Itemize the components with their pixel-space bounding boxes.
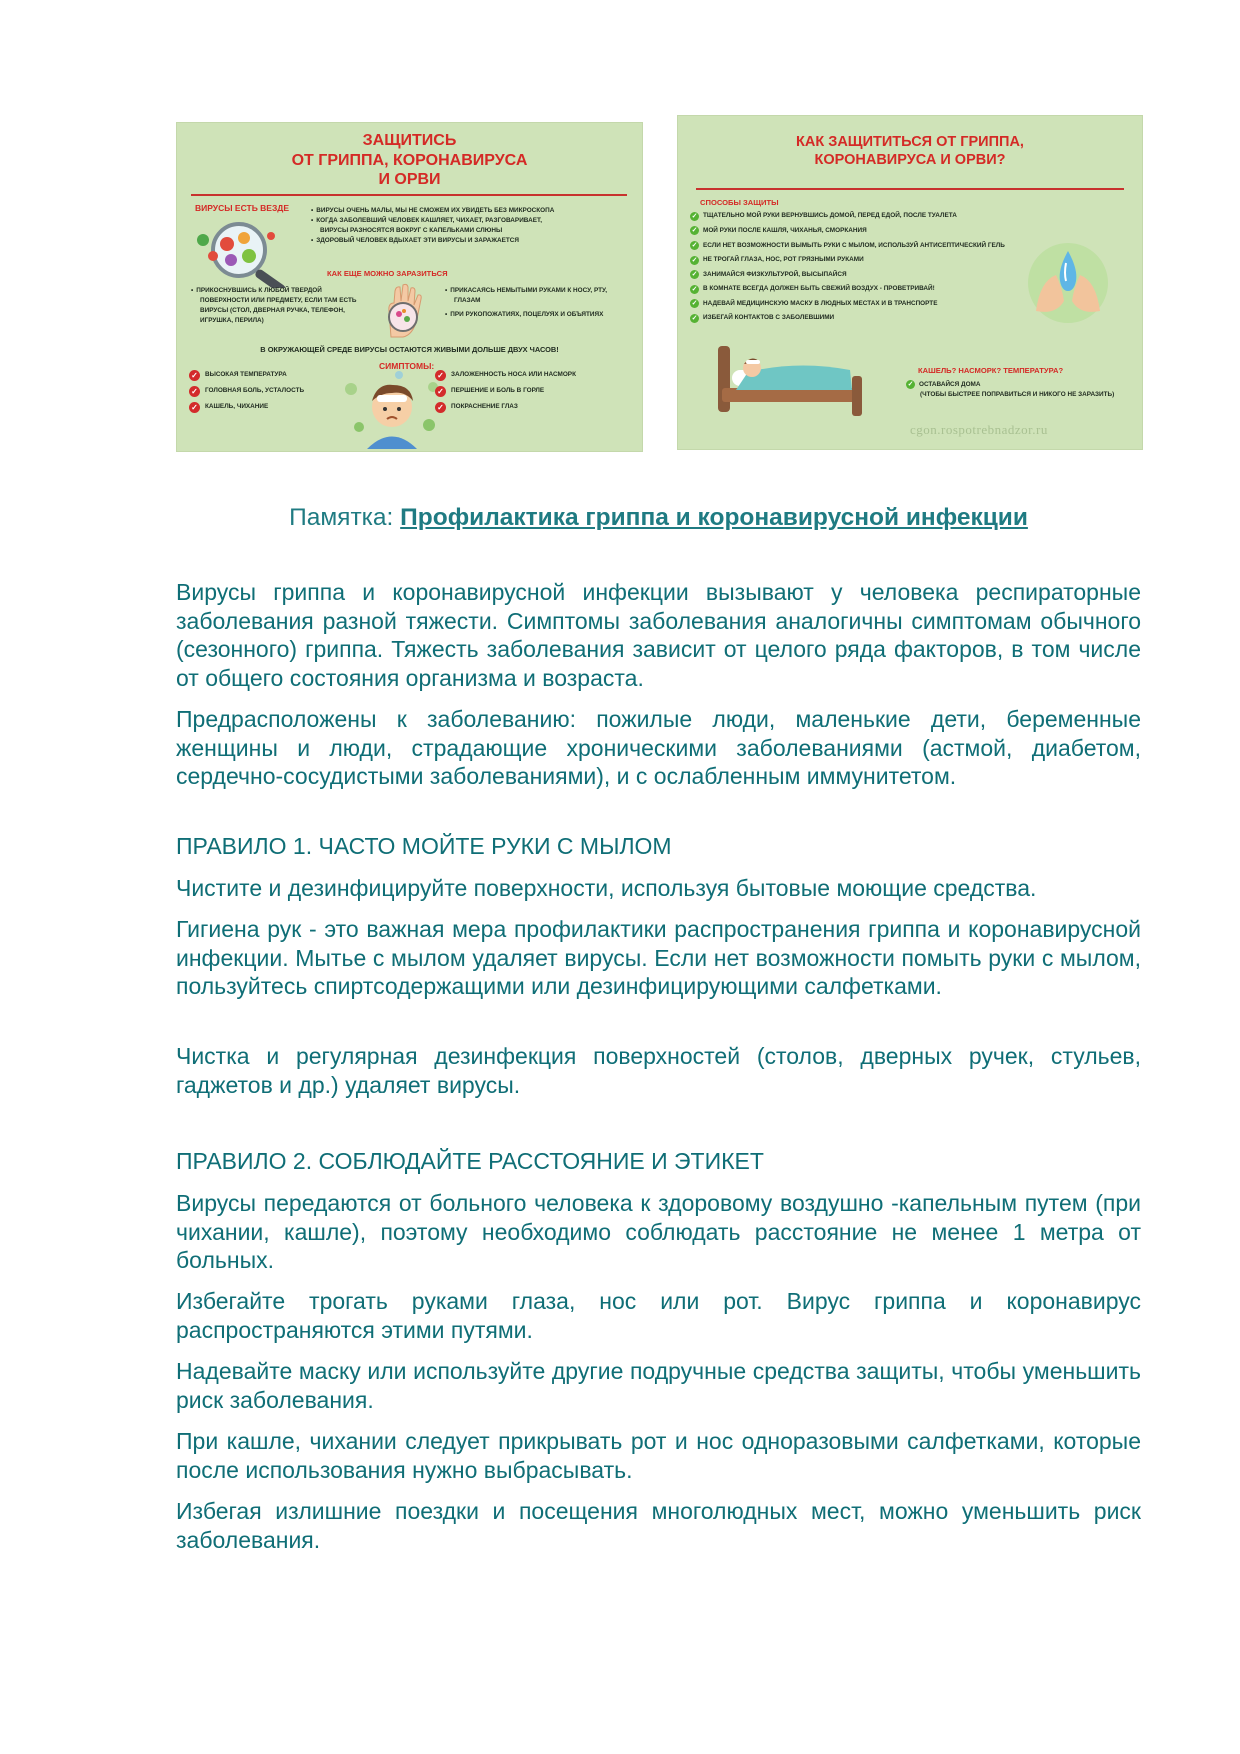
- virus-fact: • ВИРУСЫ ОЧЕНЬ МАЛЫ, МЫ НЕ СМОЖЕМ ИХ УВИДЕТЬ БЕЗ МИКРОСКОПА: [311, 206, 554, 216]
- virus-fact: • ЗДОРОВЫЙ ЧЕЛОВЕК ВДЫХАЕТ ЭТИ ВИРУСЫ И ЗАРАЖАЕТСЯ: [311, 236, 554, 246]
- check-icon: ✓: [189, 370, 200, 381]
- sick-child-illustration: [337, 369, 447, 449]
- hand-germs-illustration: [373, 281, 433, 341]
- symptom-label: ПОКРАСНЕНИЕ ГЛАЗ: [451, 403, 518, 411]
- poster-protect-yourself: [176, 122, 643, 452]
- rule1-paragraph: Гигиена рук - это важная мера профилактики распространения гриппа и коронавирусной инфекции. Мытье с мылом удаляет вирусы. Если нет возможности помыть руки с мылом, пользуйтесь спиртсодержащими или дезинфицирующими салфетками.: [176, 916, 1141, 1000]
- sick-in-bed-illustration: [718, 342, 868, 420]
- infection-left-list: [191, 286, 356, 326]
- hands-sanitizer-illustration: [1026, 241, 1110, 325]
- method-item: [690, 282, 1005, 297]
- method-label: ИЗБЕГАЙ КОНТАКТОВ С ЗАБОЛЕВШИМИ: [703, 314, 835, 322]
- symptom-item: [189, 367, 304, 383]
- symptom-item: [435, 399, 576, 415]
- infection-way: ГЛАЗАМ: [454, 296, 481, 304]
- check-icon: ✓: [691, 241, 698, 249]
- method-item: [690, 267, 1005, 282]
- source-watermark: cgon.rospotrebnadzor.ru: [910, 422, 1048, 437]
- infection-way: ПОВЕРХНОСТИ ИЛИ ПРЕДМЕТУ, ЕСЛИ ТАМ ЕСТЬ: [200, 296, 357, 304]
- advice-line: [906, 380, 1114, 390]
- infection-way: • ПРИ РУКОПОЖАТИЯХ, ПОЦЕЛУЯХ И ОБЪЯТИЯХ: [445, 310, 607, 320]
- check-icon: ✓: [435, 402, 446, 413]
- check-icon: ✓: [435, 386, 446, 397]
- section-infection-title: КАК ЕЩЕ МОЖНО ЗАРАЗИТЬСЯ: [327, 269, 448, 278]
- page-title-prefix: Памятка:: [289, 504, 401, 531]
- section-viruses-title: ВИРУСЫ ЕСТЬ ВЕЗДЕ: [195, 203, 290, 213]
- advice-stay-home: ОСТАВАЙСЯ ДОМА: [919, 381, 981, 389]
- method-label: ЕСЛИ НЕТ ВОЗМОЖНОСТИ ВЫМЫТЬ РУКИ С МЫЛОМ, ИСПОЛЬЗУЙ АНТИСЕПТИЧЕСКИЙ ГЕЛЬ: [703, 241, 1005, 249]
- symptom-item: [435, 367, 576, 383]
- method-item: [690, 209, 1005, 224]
- symptom-label: ВЫСОКАЯ ТЕМПЕРАТУРА: [205, 371, 287, 379]
- method-item: [690, 224, 1005, 239]
- method-item: [690, 238, 1005, 253]
- check-icon: ✓: [691, 256, 698, 264]
- symptom-label: КАШЕЛЬ, ЧИХАНИЕ: [205, 403, 269, 411]
- method-label: НАДЕВАЙ МЕДИЦИНСКУЮ МАСКУ В ЛЮДНЫХ МЕСТАХ И В ТРАНСПОРТЕ: [703, 299, 938, 307]
- method-item: [690, 253, 1005, 268]
- virus-facts-list: [311, 206, 554, 246]
- infection-way: • ПРИКОСНУВШИСЬ К ЛЮБОЙ ТВЕРДОЙ: [191, 286, 356, 296]
- poster-left-title-line: ЗАЩИТИСЬ: [362, 132, 457, 149]
- method-item: [690, 311, 1005, 326]
- check-icon: ✓: [691, 300, 698, 308]
- method-label: В КОМНАТЕ ВСЕГДА ДОЛЖЕН БЫТЬ СВЕЖИЙ ВОЗДУХ - ПРОВЕТРИВАЙ!: [703, 285, 935, 293]
- symptom-item: [189, 383, 304, 399]
- symptoms-right-list: [435, 367, 576, 415]
- page-title-main: Профилактика гриппа и коронавирусной инфекции: [400, 504, 1028, 531]
- check-icon: ✓: [189, 402, 200, 413]
- virus-fact: • КОГДА ЗАБОЛЕВШИЙ ЧЕЛОВЕК КАШЛЯЕТ, ЧИХАЕТ, РАЗГОВАРИВАЕТ,: [311, 216, 554, 226]
- question-text: КАШЕЛЬ? НАСМОРК? ТЕМПЕРАТУРА?: [918, 366, 1064, 375]
- poster-left-title: [177, 131, 642, 190]
- check-icon: ✓: [691, 314, 698, 322]
- check-icon: ✓: [691, 271, 698, 279]
- advice-block: [906, 380, 1114, 400]
- infection-way: ИГРУШКА, ПЕРИЛА): [200, 316, 264, 324]
- rule2-paragraph: Избегая излишние поездки и посещения многолюдных мест, можно уменьшить риск заболевания.: [176, 1498, 1141, 1553]
- rule2-heading: ПРАВИЛО 2. СОБЛЮДАЙТЕ РАССТОЯНИЕ И ЭТИКЕТ: [176, 1148, 764, 1174]
- rule1-paragraph: Чистка и регулярная дезинфекция поверхностей (столов, дверных ручек, стульев, гаджетов и др.) удаляет вирусы.: [176, 1043, 1141, 1098]
- check-icon: ✓: [691, 227, 698, 235]
- method-item: [690, 297, 1005, 312]
- symptom-label: ПЕРШЕНИЕ И БОЛЬ В ГОРЛЕ: [451, 387, 545, 395]
- page-title: [176, 504, 1141, 532]
- poster-left-divider: [191, 194, 627, 196]
- poster-left-title-line: И ОРВИ: [378, 171, 441, 189]
- infection-way: • ПРИКАСАЯСЬ НЕМЫТЫМИ РУКАМИ К НОСУ, РТУ,: [445, 286, 607, 296]
- poster-right-divider: [696, 188, 1124, 190]
- poster-right-title: [678, 134, 1142, 169]
- symptoms-left-list: [189, 367, 304, 415]
- section-methods-title: СПОСОБЫ ЗАЩИТЫ: [700, 198, 779, 207]
- symptom-item: [435, 383, 576, 399]
- method-label: МОЙ РУКИ ПОСЛЕ КАШЛЯ, ЧИХАНЬЯ, СМОРКАНИЯ: [703, 226, 867, 234]
- symptoms-title: СИМПТОМЫ:: [379, 361, 435, 371]
- rule1-heading: ПРАВИЛО 1. ЧАСТО МОЙТЕ РУКИ С МЫЛОМ: [176, 833, 672, 859]
- rule2-paragraph: Избегайте трогать руками глаза, нос или рот. Вирус гриппа и коронавирус распространяются этими путями.: [176, 1288, 1141, 1343]
- poster-left-title-line: ОТ ГРИППА, КОРОНАВИРУСА: [291, 151, 528, 169]
- survival-note: В ОКРУЖАЮЩЕЙ СРЕДЕ ВИРУСЫ ОСТАЮТСЯ ЖИВЫМИ ДОЛЬШЕ ДВУХ ЧАСОВ!: [260, 345, 559, 354]
- infection-way: ВИРУСЫ (СТОЛ, ДВЕРНАЯ РУЧКА, ТЕЛЕФОН,: [200, 306, 345, 314]
- check-icon: ✓: [691, 285, 698, 293]
- check-icon: ✓: [691, 212, 698, 220]
- infection-right-list: [445, 286, 607, 320]
- rule1-paragraph: Чистите и дезинфицируйте поверхности, используя бытовые моющие средства.: [176, 875, 1037, 901]
- magnifier-viruses-illustration: [191, 216, 301, 288]
- intro-paragraph: Вирусы гриппа и коронавирусной инфекции вызывают у человека респираторные заболевания разной тяжести. Симптомы заболевания аналогичны симптомам обычного (сезонного) гриппа. Тяжесть заболевания зависит от целого ряда факторов, в том числе от общего состояния организма и возраста.: [176, 579, 1141, 692]
- intro-paragraph: Предрасположены к заболеванию: пожилые люди, маленькие дети, беременные женщины и люди, страдающие хроническими заболеваниями (астмой, диабетом, сердечно-сосудистыми заболеваниями), и с ослабленным иммунитетом.: [176, 706, 1141, 790]
- symptom-item: [189, 399, 304, 415]
- check-icon: ✓: [189, 386, 200, 397]
- rule2-paragraph: Надевайте маску или используйте другие подручные средства защиты, чтобы уменьшить риск заболевания.: [176, 1358, 1141, 1413]
- check-icon: ✓: [435, 370, 446, 381]
- poster-how-to-protect: [677, 115, 1143, 450]
- check-icon: ✓: [907, 381, 914, 388]
- methods-list: [690, 209, 1005, 326]
- rule2-paragraph: При кашле, чихании следует прикрывать рот и нос одноразовыми салфетками, которые после использования нужно выбрасывать.: [176, 1428, 1141, 1483]
- method-label: ЗАНИМАЙСЯ ФИЗКУЛЬТУРОЙ, ВЫСЫПАЙСЯ: [703, 270, 847, 278]
- method-label: НЕ ТРОГАЙ ГЛАЗА, НОС, РОТ ГРЯЗНЫМИ РУКАМИ: [703, 256, 864, 264]
- advice-line: (ЧТОБЫ БЫСТРЕЕ ПОПРАВИТЬСЯ И НИКОГО НЕ ЗАРАЗИТЬ): [920, 391, 1115, 399]
- symptom-label: ЗАЛОЖЕННОСТЬ НОСА ИЛИ НАСМОРК: [451, 371, 576, 379]
- poster-right-title-line: КОРОНАВИРУСА И ОРВИ?: [814, 151, 1006, 168]
- virus-fact: ВИРУСЫ РАЗНОСЯТСЯ ВОКРУГ С КАПЕЛЬКАМИ СЛЮНЫ: [320, 226, 503, 234]
- symptom-label: ГОЛОВНАЯ БОЛЬ, УСТАЛОСТЬ: [205, 387, 305, 395]
- poster-right-title-line: КАК ЗАЩИТИТЬСЯ ОТ ГРИППА,: [796, 134, 1024, 150]
- rule2-paragraph: Вирусы передаются от больного человека к здоровому воздушно -капельным путем (при чихании, кашле), поэтому необходимо соблюдать расстояние не менее 1 метра от больных.: [176, 1190, 1141, 1274]
- method-label: ТЩАТЕЛЬНО МОЙ РУКИ ВЕРНУВШИСЬ ДОМОЙ, ПЕРЕД ЕДОЙ, ПОСЛЕ ТУАЛЕТА: [703, 212, 957, 220]
